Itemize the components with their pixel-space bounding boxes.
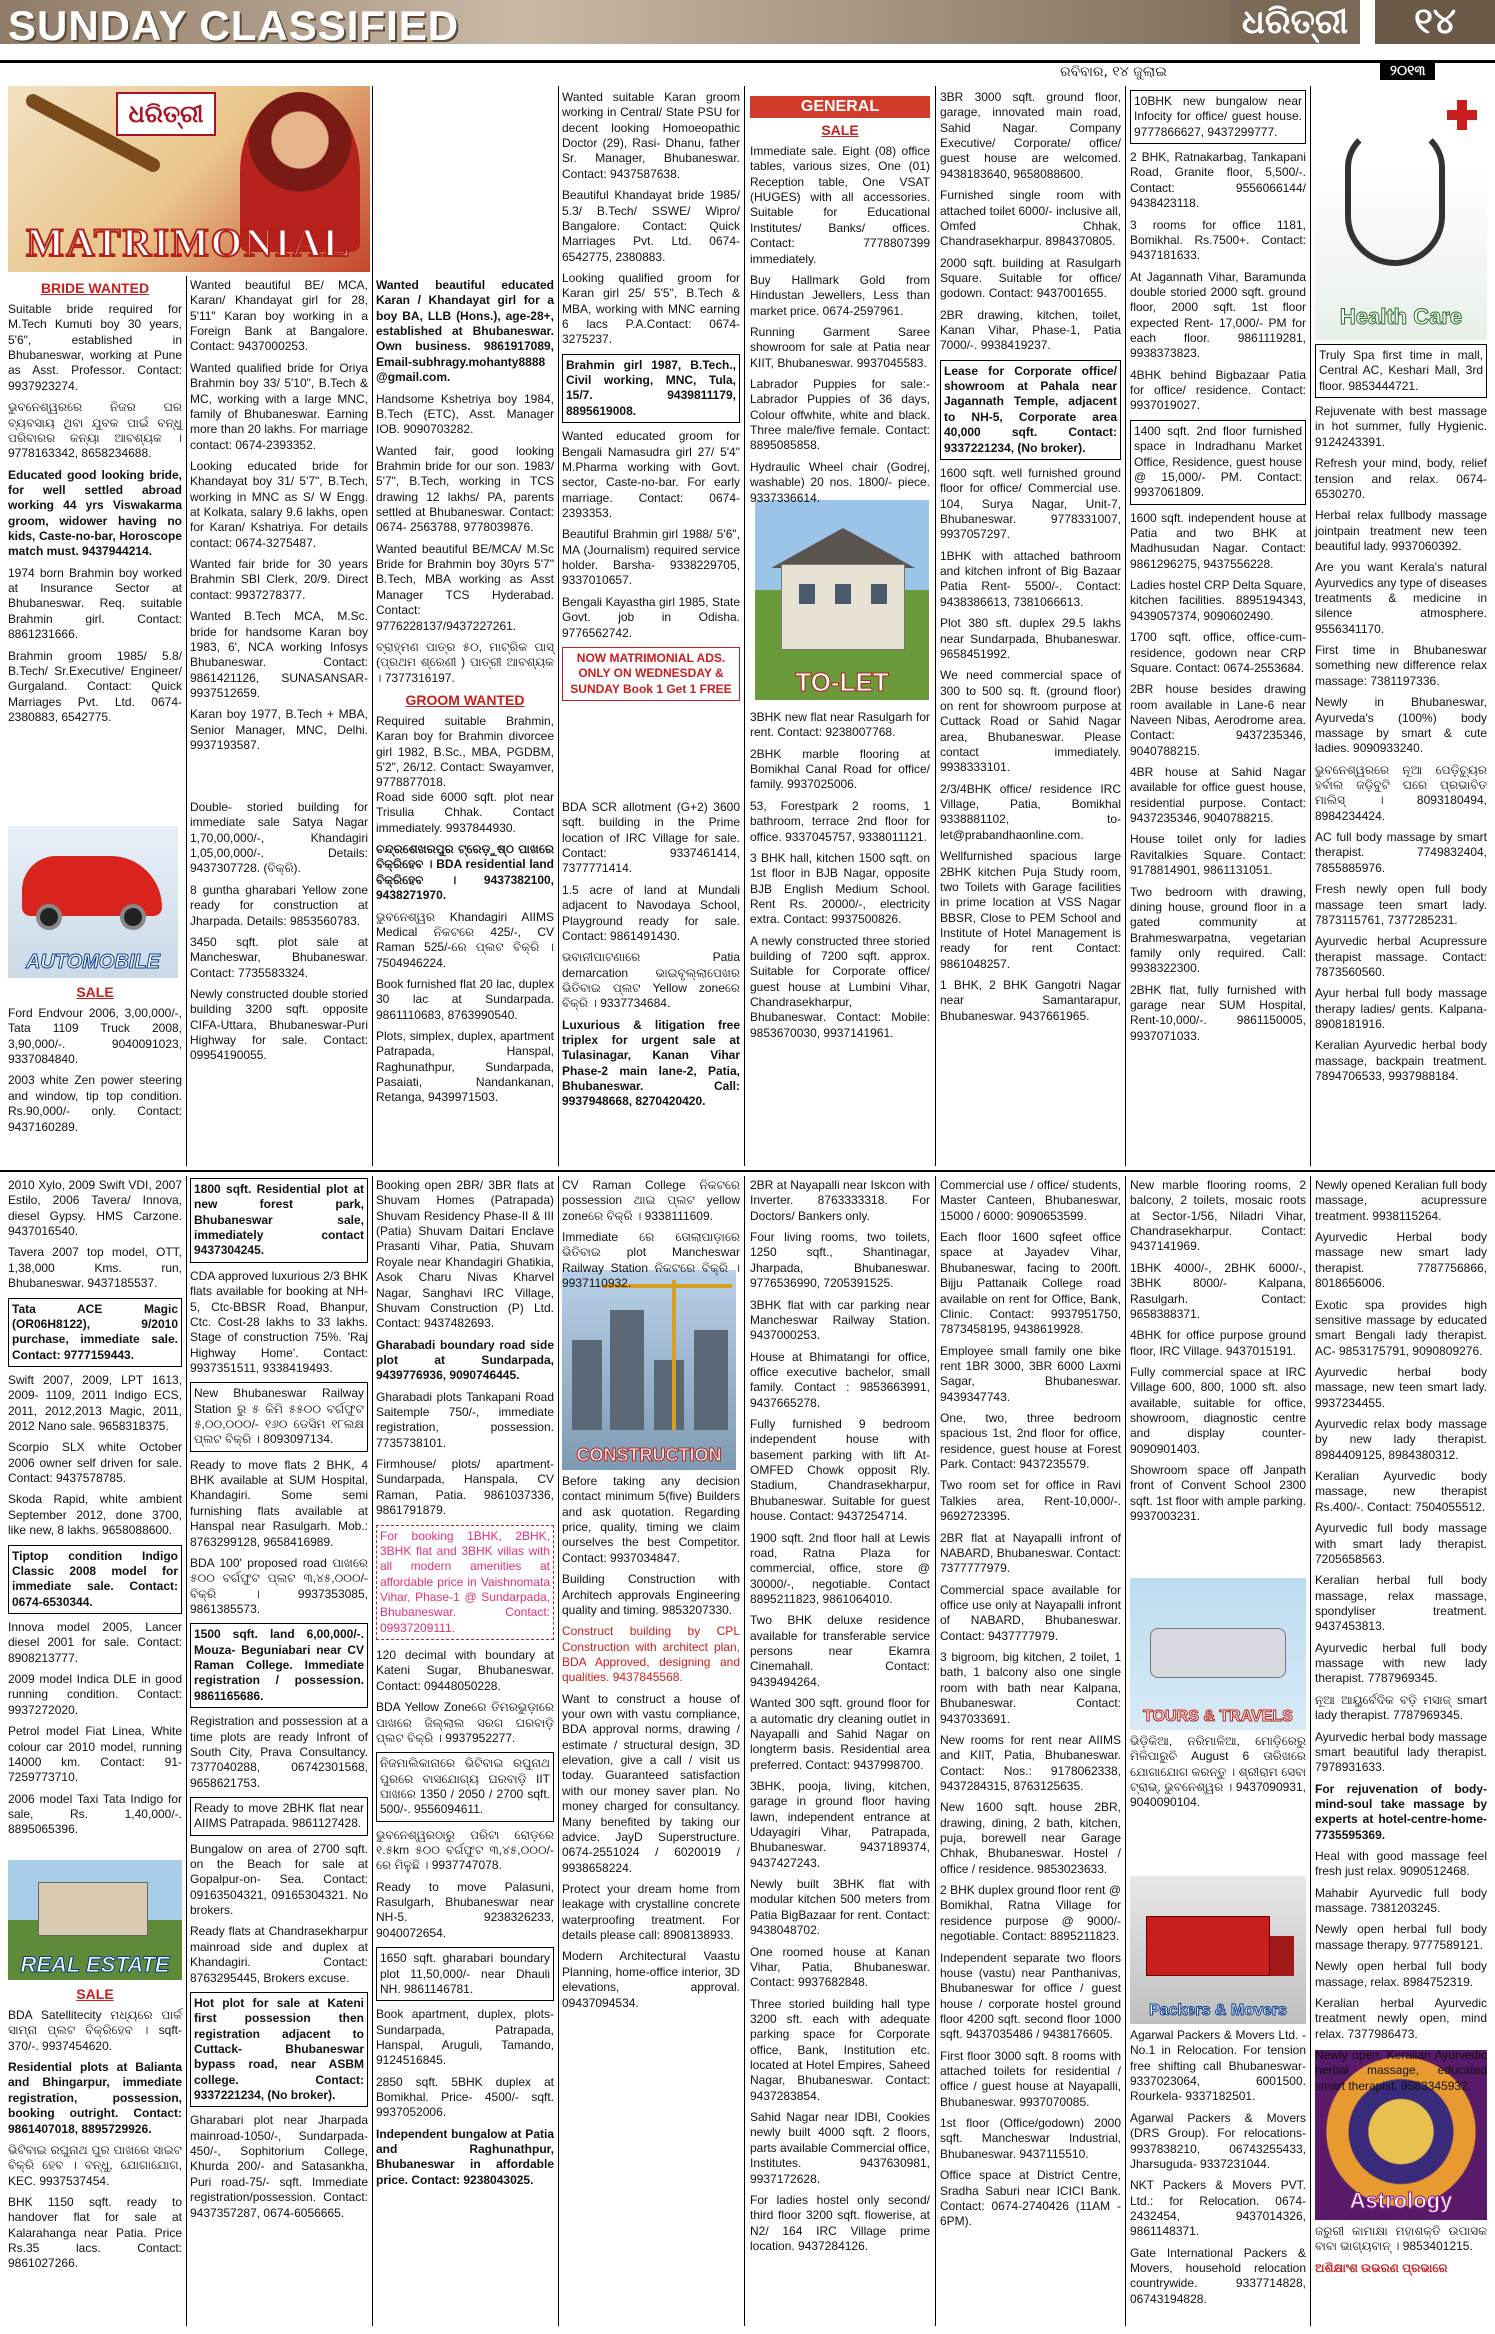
ad-text: 1900 sqft. 2nd floor hall at Lewis road, Ratna Plaza for commercial, office, store @ 30000/-, negotiable. Contact 8895211823, 9861064010. bbox=[750, 1530, 930, 1606]
ad-text: Rejuvenate with best massage in hot summer, fully Hygienic. 9124243391. bbox=[1315, 404, 1487, 449]
ad-text: ଭୁବନେଶ୍ୱରରେ ନିଜର ଘର ବ୍ୟବସାୟ ଥିବା ଯୁବକ ପାଇଁ ବନ୍ଧୁ ପରିବାରର କନ୍ୟା ଆବଶ୍ୟକ । 9778163342, 8658234688. bbox=[8, 400, 182, 461]
ad-text: Brahmin girl 1987, B.Tech., Civil working, MNC, Tula, 15/7. 9439811179, 8895619008. bbox=[562, 354, 740, 423]
ad-text: 8 guntha gharabari Yellow zone ready for construction at Jharpada. Details: 9853560783. bbox=[190, 882, 368, 928]
ad-text: ଜରୁରୀ କାମାକ୍ଷା ମହାଶକ୍ତି ଉପାସକ ବାବା ଭାଗ୍ୟବାନ୍ । 9853401215. bbox=[1315, 2224, 1487, 2254]
column-construction bbox=[562, 1474, 740, 2326]
ad-text: Brahmin groom 1985/ 5.8/ B.Tech/ Sr.Executive/ Engineer/ Gurgaland. Contact: Quick Marriages Pvt. Ltd. 0674-2380883, 6542775. bbox=[8, 648, 182, 724]
ad-text: Suitable bride required for M.Tech Kumuti boy 30 years, 5'6", established in Bhubaneswar, working at Pune as Asst. Professor. Contact: 9937923274. bbox=[8, 302, 182, 393]
ad-text: Two BHK deluxe residence available for transferable service persons near Ekamra Cinemahall. Contact: 9439494264. bbox=[750, 1613, 930, 1689]
ad-text: 2000 sqft. building at Rasulgarh Square. Suitable for office/ godown. Contact: 9437001655. bbox=[940, 255, 1121, 301]
medical-cross-icon bbox=[1447, 100, 1477, 130]
ad-text: BDA 100' proposed road ପାଖରେ ୫୦୦ ବର୍ଗଫୁଟ ପ୍ଲଟ ୩,୪୫,୦୦୦/- ବିକ୍ରି । 9937353085, 9861385573. bbox=[190, 1555, 368, 1616]
ad-text: One, two, three bedroom spacious 1st, 2nd floor for office, residence, guest house at Forest Park. Contact: 9437235579. bbox=[940, 1411, 1121, 1472]
column-real-estate-3 bbox=[376, 790, 554, 1166]
ad-text: Gharabari plot near Jharpada mainroad-1050/-, Sundarpada-450/-, Sophitorium College, Khurda 200/- and Satasankha, Puri road-75/- sqft. Immediate registration/possession. Contact: 9437357287, 0674-6056665. bbox=[190, 2113, 368, 2220]
ad-text: Book furnished flat 20 lac, duplex 30 lac at Sundarpada. 9861110683, 8763990540. bbox=[376, 976, 554, 1022]
ad-text: 2 BHK, Ratnakarbag, Tankapani Road, Granite floor, 5,500/-. Contact: 9556066144/ 9438423118. bbox=[1130, 150, 1306, 211]
ad-text: Tavera 2007 top model, OTT, 1,38,000 Kms. run, Bhubaneswar. 9437185537. bbox=[8, 1245, 182, 1291]
footer-note: ଅଶିକ୍ଷାଂଶ ଉଭରଣ ପ୍ରଭାରେ bbox=[1315, 2260, 1448, 2275]
ad-text: Office space at District Centre, Sradha Saburi near ICICI Bank. Contact: 0674-2740426 (11AM - 6PM). bbox=[940, 2168, 1121, 2229]
health-care-title: Health Care bbox=[1339, 304, 1463, 329]
ad-text: BDA Yellow Zoneରେ ତିମରଭୁଡ଼ାରେ ପାଖରେ ଜିଲ୍ଲାଲ ସରଗ ଘରବାଡ଼ି ପ୍ଲଟ ବିକ୍ରି । 9937952277. bbox=[376, 1700, 554, 1745]
column-automobile-sale-2 bbox=[8, 1178, 182, 1858]
ad-text: 1500 sqft. land 6,00,000/-. Mouza- Beguniabari near CV Raman College. Immediate registration / possession. 9861165686. bbox=[190, 1623, 368, 1708]
column-to-let-b5 bbox=[750, 1178, 930, 2326]
ad-text: 3 bigroom, big kitchen, 2 toilet, 1 bath, 1 balcony also one single room with bath near Kalpana, Bhubaneswar. Contact: 9437033691. bbox=[940, 1650, 1121, 1726]
ad-text: ନିଜମାଲିକାନାରେ ଭିଟିବାଇ ରଘୁନାଥ ପୁରରେ ବାସଯୋଗ୍ୟ ଘରବାଡ଼ି IIT ପାଖରେ 1350 / 2050 / 2700 sqft. 500/-. 9556094611. bbox=[376, 1752, 554, 1821]
ad-text: 120 decimal with boundary at Kateni Sugar, Bhubaneswar. Contact: 09448050228. bbox=[376, 1648, 554, 1693]
matrimonial-logo: ଧରିତ୍ରୀ bbox=[116, 92, 216, 136]
stethoscope-icon bbox=[1345, 126, 1445, 266]
ad-text: 1400 sqft. 2nd floor furnished space in Indradhanu Market Office, Residence, guest house @ 15,000/- PM. Contact: 9937061809. bbox=[1130, 420, 1306, 505]
ad-text: Construct building by CPL Construction with architect plan, BDA Approved, designing and qualities. 9437845568. bbox=[562, 1624, 740, 1685]
ad-text: BDA Satellitecity ମଧ୍ୟରେ ପାର୍କ ସାମ୍ନା ପ୍ଲଟ ବିକ୍ରିହେବ । sqft-370/-. 9937454620. bbox=[8, 2008, 182, 2053]
real-estate-banner bbox=[8, 1860, 182, 1980]
column-packers bbox=[1130, 2028, 1306, 2326]
column-rule bbox=[1310, 86, 1311, 1166]
column-health-care-b bbox=[1315, 1178, 1487, 2093]
ad-text: Commercial space available for office use only at Nayapalli infront of NABARD, Bhubaneswar. Contact: 9437777979. bbox=[940, 1582, 1121, 1643]
ad-text: Innova model 2005, Lancer diesel 2001 for sale. Contact: 8908213777. bbox=[8, 1619, 182, 1665]
column-to-let-6 bbox=[940, 90, 1121, 1166]
ad-text: ଭବାନୀପାଟଣାରେ Patia demarcation ଭାଇବୃଲ୍ଲାପେଖର ଭିତିବାଇ ପ୍ଲଟ Yellow zoneରେ ବିକ୍ରି । 9337734684. bbox=[562, 950, 740, 1011]
column-rule bbox=[1310, 1176, 1311, 2326]
ad-text: 2010 Xylo, 2009 Swift VDI, 2007 Estilo, 2006 Tavera/ Innova, diesel Gypsy. HMS Carzone. 9437016540. bbox=[8, 1178, 182, 1239]
column-real-estate-sale bbox=[8, 1984, 182, 2326]
ad-text: Running Garment Saree showroom for sale at Patia near KIIT, Bhubaneswar. 9937045583. bbox=[750, 324, 930, 370]
ad-text: Residential plots at Balianta and Bhingarpur, immediate registration, possession, booking outright. Contact: 9861407018, 8895729926. bbox=[8, 2060, 182, 2136]
ad-text: Furnished single room with attached toilet 6000/- inclusive all, Omfed Chhak, Chandrasekharpur. 8984370805. bbox=[940, 188, 1121, 249]
ad-text: Heal with good massage feel fresh just relax. 9090512468. bbox=[1315, 1849, 1487, 1879]
car-wheel-icon bbox=[36, 904, 62, 930]
ad-text: Fully commercial space at IRC Village 600, 800, 1000 sft. also available, suitable for office, showroom, diagnostic centre and display counter-9090901403. bbox=[1130, 1364, 1306, 1456]
building-image bbox=[572, 1340, 602, 1430]
ad-text: Plot 380 sft. duplex 29.5 lakhs near Sundarpada, Bhubaneswar. 9658451992. bbox=[940, 616, 1121, 661]
ad-text: Buy Hallmark Gold from Hindustan Jewellers, Less than market price. 0674-2597961. bbox=[750, 272, 930, 318]
health-care-banner bbox=[1315, 86, 1487, 340]
ad-text: Petrol model Fiat Linea, White colour car 2010 model, running 14000 km. Contact: 91-7259773710. bbox=[8, 1724, 182, 1785]
ad-text: 2BR at Nayapalli near Iskcon with Inverter. 8763333318. For Doctors/ Bankers only. bbox=[750, 1178, 930, 1223]
column-rule bbox=[186, 1176, 187, 2326]
column-to-let-b7 bbox=[1130, 1178, 1306, 1574]
column-to-let-7 bbox=[1130, 90, 1306, 1166]
ad-text: Want to construct a house of your own with vastu compliance, BDA approval norms, drawing / estimate / structural design, 3D elevation, give a call / visit us today. Guaranteed satisfaction with our money saver plan. No money charged for consultancy. Many benefited by taking our advice. JayD Superstructure. 0674-2551024 / 6020019 / 9938658224. bbox=[562, 1691, 740, 1875]
column-rule bbox=[558, 86, 559, 1166]
ad-text: Before taking any decision contact minimum 5(five) Builders and ask quotation. Regarding price, quality, timing we claim ourselves the best Competitor. Contact: 9937034847. bbox=[562, 1474, 740, 1565]
ad-text: Refresh your mind, body, relief tension and relax. 0674-6530270. bbox=[1315, 456, 1487, 501]
ad-text: New Bhubaneswar Railway Station ରୁ ୫ କିମି ୫୫୦୦ ବର୍ଗଫୁଟ ୫,୦୦,୦୦୦/- ୧୬୦ ଡେସିମ ୧୮ଲକ୍ଷ ପ୍ଲଟ ବିକ୍ରି । 8093097134. bbox=[190, 1382, 368, 1451]
house-window bbox=[799, 584, 815, 604]
packers-title: Packers & Movers bbox=[1149, 2002, 1287, 2019]
ad-text: Ready to move 2BHK flat near AIIMS Patrapada. 9861127428. bbox=[190, 1797, 368, 1836]
ad-text: House at Bhimatangi for office, office executive bachelor, small family. Contact : 9853663991, 9437665278. bbox=[750, 1349, 930, 1410]
ad-text: Registration and possession at a time plots are ready Infront of South City, Prava Consultancy. 7377040288, 06742301568, 9658621753. bbox=[190, 1714, 368, 1790]
ad-text: 1600 sqft. well furnished ground floor for office/ Commercial use. 104, Surya Nagar, Unit-7, Bhubaneswar. 9778331007, 9937057297. bbox=[940, 465, 1121, 542]
construction-banner bbox=[562, 1270, 736, 1470]
section-heading: GROOM WANTED bbox=[405, 691, 525, 708]
ad-text: Wanted educated groom for Bengali Namasudra girl 27/ 5'4" M.Pharma working with Govt. sector, Caste-no-bar. For early marriage. Contact: 0674- 2393353. bbox=[562, 429, 740, 520]
section-subheading: SALE bbox=[821, 122, 859, 138]
ad-text: 2/3/4BHK office/ residence IRC Village, Patia, Bomikhal 9338881102, to-let@prabandhaonline.com. bbox=[940, 781, 1121, 842]
ad-text: Truly Spa first time in mall, Central AC, Keshari Mall, 3rd floor. 9853444721. bbox=[1315, 344, 1487, 398]
ad-text: ଭିଡ଼ିକିଆ, ନରିମାଳିଆ, ମୋଡ଼ିରେରୁ ମିଳିପାରୁଚି August 6 ତାରିଖରେ ଯୋଗାଯୋଗ କରନ୍ତୁ । ଶ୍ରୀରାମ ସେବା ଟ୍ରାଭ୍, ଭୁବନେଶ୍ୱର । 9437090931, 9040090104. bbox=[1130, 1734, 1306, 1810]
ad-text: Lease for Corporate office/ showroom at Pahala near Jagannath Temple, adjacent to NH-5, Corporate area 40,000 sqft. Contact: 9337221234, (No broker). bbox=[940, 360, 1121, 460]
issue-date: ରବିବାର, ୧୪ ଜୁଲାଇ bbox=[1060, 64, 1167, 80]
to-let-title: TO-LET bbox=[795, 667, 889, 697]
ad-text: Keralian Ayurvedic body massage, new therapist Rs.400/-. Contact: 7504055512. bbox=[1315, 1469, 1487, 1514]
building-image bbox=[610, 1310, 644, 1430]
ad-text: Herbal relax fullbody massage jointpain treatment new teen beautiful lady. 9937060392. bbox=[1315, 508, 1487, 553]
section-heading: SALE bbox=[76, 984, 114, 1000]
column-bride-wanted bbox=[8, 278, 182, 828]
ad-text: Newly opened Keralian full body massage, acupressure treatment. 9938115264. bbox=[1315, 1178, 1487, 1223]
ad-text: Keralian herbal full body massage, relax massage, spondyliser treatment. 9437453813. bbox=[1315, 1573, 1487, 1634]
ad-text: Newly open herbal full body massage, relax. 8984752319. bbox=[1315, 1959, 1487, 1989]
section-title: SUNDAY CLASSIFIED bbox=[8, 2, 460, 49]
ad-text: Sahid Nagar near IDBI, Cookies newly built 4000 sqft. 2 floors, parts available Commercial office, Institutes. 9437630981, 9937172628. bbox=[750, 2110, 930, 2186]
ad-text: Newly open, Keralian Ayurvedic herbal massage, educated smart therapist. 9583345932. bbox=[1315, 2047, 1487, 2093]
ad-text: New 1600 sqft. house 2BR, drawing, dining, 2 bath, kitchen, puja, borewell near Garage Chhak, Bhubaneswar. Hostel / office / residence. 9853023633. bbox=[940, 1800, 1121, 1876]
crane-image bbox=[672, 1280, 676, 1430]
column-rule bbox=[744, 1176, 745, 2326]
ad-text: 3 BHK hall, kitchen 1500 sqft. on 1st floor in BJB Nagar, opposite BJB English Medium School. Rent Rs. 20000/-, electricity extra. Contact: 9937500826. bbox=[750, 850, 930, 927]
ad-text: Gate International Packers & Movers, household relocation countrywide. 9337714828, 06743194828. bbox=[1130, 2245, 1306, 2306]
building-image bbox=[654, 1360, 684, 1430]
ad-text: AC full body massage by smart therapist. 7749832404, 7855885976. bbox=[1315, 830, 1487, 875]
ad-text: Fresh newly open full body massage teen smart lady. 7873115761, 7377285231. bbox=[1315, 882, 1487, 927]
ad-text: Ladies hostel CRP Delta Square, kitchen facilities. 8895194343, 9439057374, 9090602490. bbox=[1130, 578, 1306, 623]
ad-text: 1st floor (Office/godown) 2000 sqft. Mancheswar Industrial, Bhubaneswar. 9437115510. bbox=[940, 2116, 1121, 2161]
ad-text: BHK 1150 sqft. ready to handover flat for sale at Kalarahanga near Patia. Price Rs.35 lacs. Contact: 9861027266. bbox=[8, 2194, 182, 2271]
ad-text: Wanted fair, good looking Brahmin bride for our son. 1983/ 5'7", B.Tech, working in TCS drawing 12 lakhs/ PA, parents settled at Bhubaneswar. Contact: 0674- 2563788, 9778039876. bbox=[376, 443, 554, 535]
ad-text: Ready to move flats 2 BHK, 4 BHK available at SUM Hospital, Khandagiri. Some semi furnishing flats available at Hanspal near Rasulgarh. Mob.: 8763299128, 9658416989. bbox=[190, 1457, 368, 1549]
ad-text: Double- storied building for immediate sale Satya Nagar 1,70,00,000/-, Khandagiri 1,05,00,000/-. Details: 9437307728. (ବିକ୍ରି). bbox=[190, 800, 368, 876]
ad-text: Handsome Kshetriya boy 1984, B.Tech (ETC), Asst. Manager IOB. 9090703282. bbox=[376, 391, 554, 437]
ad-text: ଭୁବନେଶ୍ୱର Khandagiri AIIMS Medical ନିକଟରେ 425/-, CV Raman 525/-ରେ ପ୍ଲଟ ବିକ୍ରି । 7504946224. bbox=[376, 909, 554, 970]
ad-text: Beautiful Brahmin girl 1988/ 5'6", MA (Journalism) required service holder. Barsha- 9338229705, 9337010657. bbox=[562, 527, 740, 588]
tours-travels-banner bbox=[1130, 1578, 1306, 1730]
ad-text: Independent separate two floors house (vastu) near Panthanivas, Bhubaneswar for office / guest house / corporate hostel ground floor 4200 sqft. second floor 1000 sqft. 9437035486 / 9438176605. bbox=[940, 1950, 1121, 2042]
ad-text: ନୂଆ ଆୟୁର୍ବେଦିକ ବଡ଼ି ମସାଜ୍ smart lady therapist. 7787969345. bbox=[1315, 1692, 1487, 1723]
ad-text: One roomed house at Kanan Vihar, Patia, Bhubaneswar. Contact: 9937682848. bbox=[750, 1944, 930, 1990]
ad-text: Labrador Puppies for sale:- Labrador Puppies of 36 days, Colour offwhite, white and black. Three male/five female. Contact: 8895085858. bbox=[750, 377, 930, 453]
ad-text: Three storied building hall type 3200 sft. each with adequate parking space for Corporate office, Bank, Institution etc. located at Hotel Empires, Saheed Nagar, Bhubaneswar. Contact: 9437283854. bbox=[750, 1996, 930, 2103]
ad-text: 2BHK marble flooring at Bomikhal Canal Road for office/ family. 9937025006. bbox=[750, 746, 930, 792]
ad-text: Hydraulic Wheel chair (Godrej, washable) 20 nos. 1800/- piece. 9337336614. bbox=[750, 459, 930, 505]
ad-text: Employee small family one bike rent 1BR 3000, 3BR 6000 Laxmi Sagar, Bhubaneswar. 9439347743. bbox=[940, 1343, 1121, 1404]
ad-text: 1974 born Brahmin boy worked at Insurance Sector at Bhubaneswar. Req. suitable Brahmin girl. Contact: 8861231666. bbox=[8, 565, 182, 642]
ad-text: Building Construction with Architech approvals Engineering quality and timing. 9853207330. bbox=[562, 1572, 740, 1617]
construction-title: CONSTRUCTION bbox=[576, 1445, 722, 1465]
ad-text: Independent bungalow at Patia and Raghunathpur, Bhubaneswar in affordable price. Contact: 9238043025. bbox=[376, 2126, 554, 2187]
ad-text: Wellfurnished spacious large 2BHK kitchen Puja Study room, two Toilets with Garage facilities in prime location at VSS Nagar BBSR, Close to PEM School and Institute of Hotel Management is ready for rent Contact: 9861048257. bbox=[940, 849, 1121, 971]
column-rule bbox=[935, 1176, 936, 2326]
column-automobile-sale bbox=[8, 982, 182, 1167]
ad-text: Bungalow on area of 2700 sqft. on the Beach for sale at Gopalpur-on- Sea. Contact: 09163504321, 09165304321. No brokers. bbox=[190, 1841, 368, 1918]
ad-text: ଭୁବନେଶ୍ୱରରେ ନୂଆ ପେଡ଼ିଚ୍ୟୁର ହର୍ବାଲ ଜଡ଼ିବୁଟି ଘରେ ପ୍ରଭାବିତ ମାଲିସ୍ । 8093180494, 8984234424. bbox=[1315, 762, 1487, 823]
ad-text: Book apartment, duplex, plots-Sundarpada, Patrapada, Hanspal, Aruguli, Tamando, 9124516845. bbox=[376, 2007, 554, 2068]
column-to-let-b6 bbox=[940, 1178, 1121, 2326]
ad-text: Road side 6000 sqft. plot near Trisulia Chhak. Contact immediately. 9937844930. bbox=[376, 790, 554, 835]
ad-text: Keralian herbal Ayurvedic treatment newly open, mind relax. 7377986473. bbox=[1315, 1995, 1487, 2041]
ad-text: 1BHK 4000/-, 2BHK 6000/-, 3BHK 8000/- Kalpana, Rasulgarh. Contact: 9658388371. bbox=[1130, 1260, 1306, 1321]
newspaper-logo: ଧରିତ୍ରୀ bbox=[1230, 0, 1360, 44]
column-real-estate-b2 bbox=[190, 1178, 368, 2326]
column-astrology bbox=[1315, 2224, 1487, 2326]
packers-movers-banner bbox=[1130, 1876, 1306, 2024]
section-heading: BRIDE WANTED bbox=[40, 280, 150, 296]
column-to-let-5 bbox=[750, 710, 930, 1166]
ad-text: 2BR flat at Nayapalli infront of NABARD, Bhubaneswar. Contact: 7377777979. bbox=[940, 1530, 1121, 1576]
ad-text: Protect your dream home from leakage with crystalline concrete waterproofing treatment. For details please call: 8908138933. bbox=[562, 1881, 740, 1943]
ad-text: 3BR 3000 sqft. ground floor, garage, innovated main road, Sahid Nagar. Company Executive/ Corporate/ office/ guest house are welcomed. 9438183640, 9658088600. bbox=[940, 90, 1121, 181]
ad-text: Wanted suitable Karan groom working in Central/ State PSU for decent looking Homoeopathic Doctor (29), Rasi- Dhanu, father Sr. Manager, Bhubaneswar. Contact: 9437587638. bbox=[562, 90, 740, 181]
ad-text: BDA SCR allotment (G+2) 3600 sqft. building in the Prime location of IRC Village for sale. Contact: 9337461414, 7377771414. bbox=[562, 800, 740, 876]
ad-text: Swift 2007, 2009, LPT 1613, 2009- 1109, 2011 Indigo ECS, 2011, 2012,2013 Magic, 2011, 2012 Nano sale. 9658318375. bbox=[8, 1372, 182, 1434]
masthead-band bbox=[520, 0, 1290, 44]
ad-text: Gharabadi boundary road side plot at Sundarpada, 9439776936, 9090746445. bbox=[376, 1337, 554, 1383]
ad-text: Bengali Kayastha girl 1985, State Govt. job in Odisha. 9776562742. bbox=[562, 594, 740, 640]
ad-text: Newly open herbal full body massage therapy. 9777589121. bbox=[1315, 1922, 1487, 1952]
column-rule bbox=[558, 1176, 559, 2326]
ad-text: Newly built 3BHK flat with modular kitchen 500 meters from Patia BigBazaar for rent. Contact: 9438048702. bbox=[750, 1877, 930, 1938]
automobile-banner bbox=[8, 826, 178, 978]
truck-image bbox=[1146, 1916, 1270, 1976]
ad-text: Educated good looking bride, for well settled abroad working 44 yrs Viswakarma groom, widower having no kids, Caste-no-bar, Horoscope match must. 9437944214. bbox=[8, 467, 182, 559]
building-image bbox=[694, 1330, 728, 1430]
ad-text: A newly constructed three storied building of 7200 sqft. approx. Suitable for Corporate office/ guest house at Lumbini Vihar, Chandrasekharpur, Bhubaneswar. Contact: Mobile: 9853670030, 9937141961. bbox=[750, 933, 930, 1040]
ad-text: Newly constructed double storied building 3200 sqft. opposite CIFA-Uttara, Bhubaneswar-Puri Highway for sale. Contact: 09954190055. bbox=[190, 986, 368, 1063]
column-real-estate-b4 bbox=[562, 1178, 740, 1291]
ad-text: Firmhouse/ plots/ apartment- Sundarpada, Hanspala, CV Raman, Patia. 9861037336, 9861791879. bbox=[376, 1457, 554, 1518]
ad-text: 3BHK, pooja, living, kitchen, garage in ground floor having lawn, independent entrance at Udayagiri Vihar, Patrapada, Bhubaneswar. 9437189374, 9437427243. bbox=[750, 1778, 930, 1870]
ad-text: At Jagannath Vihar, Baramunda double storied 2000 sqft. ground floor, 2000 sqft. 1st floor expected Rent- 17,000/- PM for each floor. 9861119281, 9938373823. bbox=[1130, 269, 1306, 361]
ad-text: Ayurvedic herbal body massage, new teen smart lady. 9937234455. bbox=[1315, 1364, 1487, 1410]
ad-text: CDA approved luxurious 2/3 BHK flats available for booking at NH-5, Ctc-BBSR Road, Bhanpur, Ctc. Cost-28 lakhs to 33 lakhs. Stage of construction 75%. 'Raj Highway Home'. Contact: 9937351511, 9338419493. bbox=[190, 1268, 368, 1375]
ad-text: Commercial use / office/ students, Master Canteen, Bhubaneswar, 15000 / 6000: 9090653599. bbox=[940, 1178, 1121, 1223]
ad-text: Wanted fair bride for 30 years Brahmin SBI Clerk, 20/9. Direct contact: 9937278377. bbox=[190, 557, 368, 602]
ad-text: First floor 3000 sqft. 8 rooms with attached toilets for residential / office / guest house at Nayapalli, Bhubaneswar. 9937070085. bbox=[940, 2048, 1121, 2109]
ad-text: Ayurvedic herbal Acupressure therapist massage. Contact: 7873560560. bbox=[1315, 934, 1487, 979]
ad-text: 3BHK new flat near Rasulgarh for rent. Contact: 9238007768. bbox=[750, 710, 930, 740]
house-window bbox=[871, 584, 887, 604]
ad-text: For ladies hostel only second/ third floor 3200 sqft. flowerise, at N2/ 164 IRC Village prime location. 9437284126. bbox=[750, 2192, 930, 2253]
house-image bbox=[38, 1882, 148, 1936]
real-estate-title: REAL ESTATE bbox=[20, 1952, 170, 1977]
column-matrimonial-4 bbox=[562, 90, 740, 770]
ad-text: ଭିଟିବାଇ ରଘୁନାଥ ପୁର ପାଖରେ ସାଇଟ ବିକ୍ରି ହେବ । ବନ୍ଧୁ, ଯୋଗାଯୋଗ, KEC. 9937537454. bbox=[8, 2142, 182, 2188]
column-tours bbox=[1130, 1734, 1306, 1872]
ad-text: 1 BHK, 2 BHK Gangotri Nagar near Samantarapur, Bhubaneswar. 9437661965. bbox=[940, 978, 1121, 1023]
ad-text: 2BHK flat, fully furnished with garage near SUM Hospital, Rent-10,000/-. 9861150005, 9937071033. bbox=[1130, 982, 1306, 1043]
ad-text: Newly in Bhubaneswar, Ayurveda's (100%) body massage by smart & cute ladies. 9090933240. bbox=[1315, 695, 1487, 756]
masthead-rule bbox=[0, 60, 1495, 82]
ad-text: Wanted beautiful educated Karan / Khandayat girl for a boy BA, LLB (Hons.), age-28+, established at Bhubaneswar. Own business. 9861917089, Email-subhragy.mohanty8888 @gmail.com. bbox=[376, 278, 554, 385]
ad-text: ବ୍ରାହ୍ମଣ ପାତ୍ର ୫୦, ମାଟ୍ରିକ ପାସ୍ (ପ୍ରଥମ ଶ୍ରେଣୀ ) ପାତ୍ରୀ ଆବଶ୍ୟକ । 7377316197. bbox=[376, 639, 554, 685]
ad-text: Wanted B.Tech MCA, M.Sc. bride for handsome Karan boy 1983, 6', NCA working Infosys Bhubaneswar. Contact: 9861421126, SUNASANSAR-9937512659. bbox=[190, 609, 368, 700]
ad-text: Ayurvedic Herbal body massage new smart lady therapist. 7787756866, 8018656006. bbox=[1315, 1230, 1487, 1291]
column-real-estate-2 bbox=[190, 800, 368, 1166]
section-divider bbox=[0, 1170, 1495, 1172]
column-rule bbox=[744, 86, 745, 1166]
ad-text: Ready to move Palasuni, Rasulgarh, Bhubaneswar near NH-5. 9238326233, 9040072654. bbox=[376, 1879, 554, 1940]
ad-text: ଚନ୍ଦ୍ରଶେଖରପୁର ଟ୍ରେଡ଼ୁଷ୍ଠ ପାଖରେ ବିକ୍ରିହେବ । BDA residential land ବିକ୍ରିହେବ । 9437382100, 9438271970. bbox=[376, 842, 554, 903]
matrimonial-title: MATRIMONIAL bbox=[26, 220, 352, 265]
masthead bbox=[0, 0, 1495, 60]
ad-text: 2850 sqft. 5BHK duplex at Bomikhal. Price- 4500/- sqft. 9937052006. bbox=[376, 2074, 554, 2120]
ad-text: 1800 sqft. Residential plot at new forest park, Bhubaneswar sale, immediately contact 9437304245. bbox=[190, 1178, 368, 1263]
astrology-title: Astrology bbox=[1349, 2188, 1453, 2213]
ad-text: We need commercial space of 300 to 500 sq. ft. (ground floor) on rent for showroom purpose at Cuttack Road or Sahid Nagar area, Bhubaneswar. Please contact immediately. 9938333101. bbox=[940, 668, 1121, 775]
column-real-estate-4 bbox=[562, 800, 740, 1166]
ad-text: 4BHK behind Bigbazaar Patia for office/ residence. Contact: 9937019027. bbox=[1130, 367, 1306, 413]
column-health-care bbox=[1315, 344, 1487, 1166]
ad-text: Beautiful Khandayat bride 1985/ 5.3/ B.Tech/ SSWE/ Wipro/ Bangalore. Contact: Quick Marriages Pvt. Ltd. 0674- 6542775, 2380883. bbox=[562, 188, 740, 264]
ad-text: Ayurvedic full body massage with smart lady therapist. 7205658563. bbox=[1315, 1521, 1487, 1566]
section-heading: GENERAL bbox=[750, 96, 930, 118]
automobile-title: AUTOMOBILE bbox=[25, 951, 161, 973]
ad-text: Tiptop condition Indigo Classic 2008 model for immediate sale. Contact: 0674-6530344. bbox=[8, 1545, 182, 1614]
ad-text: Gharabadi plots Tankapani Road Saitemple 750/-, immediate registration, possession. 7735738101. bbox=[376, 1389, 554, 1450]
ad-text: 3BHK flat with car parking near Mancheswar Railway Station. 9437000253. bbox=[750, 1297, 930, 1343]
column-matrimonial-3 bbox=[376, 278, 554, 790]
column-rule bbox=[372, 86, 373, 1166]
ad-text: Looking qualified groom for Karan girl 25/ 5'5", B.Tech & MBA, working with MNC earning 6 lacs P.A.Contact: 0674- 3275237. bbox=[562, 270, 740, 347]
column-general-sale bbox=[750, 96, 930, 505]
column-rule bbox=[1125, 86, 1126, 1166]
ad-text: 53, Forestpark 2 rooms, 1 bathroom, terrace 2nd floor for office. 9337045757, 9338011121. bbox=[750, 798, 930, 844]
ad-text: Exotic spa provides high sensitive massage by educated smart Bengali lady therapist. AC- 9853175791, 9090809276. bbox=[1315, 1297, 1487, 1358]
ad-text: Ayurvedic relax body massage by new lady therapist. 8984409125, 8984380312. bbox=[1315, 1417, 1487, 1462]
column-real-estate-b3 bbox=[376, 1178, 554, 2326]
ad-text: 3450 sqft. plot sale at Mancheswar, Bhubaneswar. Contact: 7735583324. bbox=[190, 934, 368, 980]
ad-text: Ayurvedic herbal body massage smart beautiful lady therapist. 7978931633. bbox=[1315, 1729, 1487, 1775]
ad-text: Two bedroom with drawing, dining house, ground floor in a gated community at Brahmeswarpatna, vegetarian family only required. Call: 9938322300. bbox=[1130, 884, 1306, 976]
ad-text: Required suitable Brahmin, Karan boy for Brahmin divorcee girl 1982, B.Sc., MBA, PGDBM, 5'2", 26/12. Contact: Swayamver, 9778877018. bbox=[376, 713, 554, 790]
house-roof bbox=[771, 528, 915, 568]
ad-text: 2006 model Taxi Tata Indigo for sale, Rs. 1,40,000/-. 8895065396. bbox=[8, 1791, 182, 1837]
column-rule bbox=[935, 86, 936, 1166]
promo-box: For booking 1BHK, 2BHK, 3BHK flat and 3BHK villas with all modern amenities at affordable price in Vaishnomata Vihar, Phase-1 @ Sundarpada, Bhubaneswar. Contact: 09937209111. bbox=[376, 1525, 554, 1641]
ad-text: 2BR drawing, kitchen, toilet, Kanan Vihar, Phase-1, Patia 7000/-. 9938419237. bbox=[940, 307, 1121, 353]
issue-year: ୨୦୧୩ bbox=[1380, 62, 1435, 80]
ad-text: 2003 white Zen power steering and window, tip top condition. Rs.90,000/- only. Contact: 9437160289. bbox=[8, 1073, 182, 1134]
ad-text: 1650 sqft. gharabari boundary plot 11,50,000/- near Dhauli NH. 9861146781. bbox=[376, 1947, 554, 2001]
ad-text: Mahabir Ayurvedic full body massage. 7381203245. bbox=[1315, 1885, 1487, 1916]
ad-text: NKT Packers & Movers PVT. Ltd.: for Relocation. 0674-2432454, 9437014326, 9861148371. bbox=[1130, 2178, 1306, 2239]
ad-text: 2BR house besides drawing room available in Lane-6 near Naveen Nibas, Aerodrome area. Contact: 9437235346, 9040788215. bbox=[1130, 682, 1306, 758]
ad-text: Modern Architectural Vaastu Planning, home-office interior, 3D elevations, approval. 09437094534. bbox=[562, 1949, 740, 2010]
section-heading: SALE bbox=[76, 1986, 114, 2002]
to-let-banner bbox=[755, 500, 929, 700]
ad-text: Wanted beautiful BE/ MCA, Karan/ Khandayat girl for 28, 5'11" Karan boy working in a Foreign Bank at Bangalore. Contact: 9437000253. bbox=[190, 278, 368, 354]
ad-text: Karan boy 1977, B.Tech + MBA, Senior Manager, MNC, Delhi. 9937193587. bbox=[190, 707, 368, 753]
matrimonial-banner bbox=[8, 86, 370, 272]
ad-text: New rooms for rent near AIIMS and KIIT, Patia, Bhubaneswar. Contact: Nos.: 9178062338, 9437284315, 8763125635. bbox=[940, 1732, 1121, 1793]
ad-text: Luxurious & litigation free triplex for urgent sale at Tulasinagar, Kanan Vihar Phase-2 main lane-2, Patia, Bhubaneswar. Call: 9937948668, 8270420420. bbox=[562, 1017, 740, 1109]
house-window bbox=[835, 584, 851, 604]
ad-text: Wanted beautiful BE/MCA/ M.Sc Bride for Brahmin boy 30yrs 5'7" B.Tech, MBA working as Asst Manager TCS Hyderabad. Contact: 9776228137/9437227261. bbox=[376, 541, 554, 633]
ad-text: Scorpio SLX white October 2006 owner self driven for sale. Contact: 9437578785. bbox=[8, 1440, 182, 1486]
column-matrimonial-2 bbox=[190, 278, 368, 778]
ad-text: Are you want Kerala's natural Ayurvedics any type of diseases treatments & medicine in silence atmosphere. 9556341170. bbox=[1315, 560, 1487, 636]
ad-text: First time in Bhubaneswar something new difference relax massage: 7381197336. bbox=[1315, 643, 1487, 688]
ad-text: Keralian Ayurvedic herbal body massage, backpain treatment. 7894706533, 9937988184. bbox=[1315, 1038, 1487, 1084]
ad-text: Two room set for office in Ravi Talkies area, Rent-10,000/-. 9692723395. bbox=[940, 1478, 1121, 1524]
column-rule bbox=[186, 276, 187, 1166]
ad-text: Showroom space off Janpath front of Convent School 2300 sqft. 1st floor with ample parking. 9937003231. bbox=[1130, 1463, 1306, 1524]
ad-text: Fully furnished 9 bedroom independent house with basement parking with lift At-OMFED Chowk opposit Rly. Stadium, Chandrasekharpur, Bhubaneswar. Suitable for guest house. Contact: 9437254714. bbox=[750, 1417, 930, 1524]
promo-box: NOW MATRIMONIAL ADS. ONLY ON WEDNESDAY & SUNDAY Book 1 Get 1 FREE bbox=[562, 647, 740, 701]
ad-text: House toilet only for ladies Ravitalkies Square. Contact: 9178814901, 9861131051. bbox=[1130, 832, 1306, 878]
tours-title: TOURS & TRAVELS bbox=[1143, 1708, 1293, 1725]
ad-text: Booking open 2BR/ 3BR flats at Shuvam Homes (Patrapada) Shuvam Residency Phase-II & III (Patia) Shuvam Daitari Enclave Prasanti Vihar, Patia, Shuvam Royale near Khandagiri Ghatikia, Asok Charu Nivas Kharvel Nagar, Sanghavi IRC Village, Shuvam Construction (P) Ltd. Contact: 9437482693. bbox=[376, 1178, 554, 1331]
page-number: ୧୪ bbox=[1375, 0, 1495, 44]
ad-text: New marble flooring rooms, 2 balcony, 2 toilets, mosaic roots at Sector-1/56, Niladri Vihar, Chandrasekharpur. Contact: 9437141969. bbox=[1130, 1178, 1306, 1254]
ad-text: Ford Endvour 2006, 3,00,000/-, Tata 1109 Truck 2008, 3,90,000/-. 9040091023, 9337084840. bbox=[8, 1006, 182, 1067]
column-rule bbox=[372, 1176, 373, 2326]
ad-text: Four living rooms, two toilets, 1250 sqft., Shantinagar, Jharpada, Bhubaneswar. 9776536990, 7205391525. bbox=[750, 1230, 930, 1291]
ad-text: For rejuvenation of body-mind-soul take massage by experts at hotel-centre-home-7735595369. bbox=[1315, 1781, 1487, 1842]
ad-text: 1700 sqft. office, office-cum-residence, godown near CRP Square. Contact: 0674-2553684. bbox=[1130, 630, 1306, 675]
car-wheel-icon bbox=[120, 904, 146, 930]
ad-text: Skoda Rapid, white ambient September 2012, done 3700, like new, 8 lakhs. 9658088600. bbox=[8, 1492, 182, 1538]
ad-text: 1600 sqft. independent house at Patia and two BHK at Madhusudan Nagar. Contact: 9861296275, 9437556228. bbox=[1130, 510, 1306, 571]
ad-text: 1.5 acre of land at Mundali adjacent to Navodaya School, Playground ready for sale. Contact: 9861491430. bbox=[562, 882, 740, 943]
ad-text: Looking educated bride for Khandayat boy 31/ 5'7", B.Tech, working in MNC as S/ W Engg. at Kolkata, salary 9.6 lakhs, open for Karan/ Kshatriya. For details contact: 0674-3275487. bbox=[190, 458, 368, 550]
ad-text: CV Raman College ନିକଟରେ possession ଥାଇ ପ୍ଲଟ yellow zoneରେ ବିକ୍ରି । 9338111609. bbox=[562, 1178, 740, 1223]
bus-image bbox=[1150, 1628, 1286, 1678]
truck-cab bbox=[1270, 1936, 1294, 1976]
ad-text: 1BHK with attached bathroom and kitchen infront of Big Bazaar Patia Rent- 5500/-. Contact: 9438386613, 7381066613. bbox=[940, 548, 1121, 609]
ad-text: Agarwal Packers & Movers (DRS Group). For relocations- 9937838210, 06743255433, Jharsuguda- 9337231044. bbox=[1130, 2110, 1306, 2171]
ad-text: 3 rooms for office 1181, Bomikhal. Rs.7500+. Contact: 9437181633. bbox=[1130, 217, 1306, 263]
ad-text: Ayur herbal full body massage therapy ladies/ gents. Kalpana-8908181916. bbox=[1315, 986, 1487, 1032]
ad-text: 2 BHK duplex ground floor rent @ Bomikhal, Ratna Village for residence purpose @ 9000/- negotiable. Contact: 8895211823. bbox=[940, 1883, 1121, 1944]
ad-text: 2009 model Indica DLE in good running condition. Contact: 9937272020. bbox=[8, 1672, 182, 1717]
ad-text: 10BHK new bungalow near Infocity for office/ guest house. 9777866627, 9437299777. bbox=[1130, 90, 1306, 144]
ad-text: Ready flats at Chandrasekharpur mainroad side and duplex at Khandagiri. Contact: 8763295445, Brokers excuse. bbox=[190, 1924, 368, 1985]
house-image bbox=[781, 564, 905, 650]
ad-text: Immediate sale. Eight (08) office tables, various sizes, One (01) Reception table, One VSAT (HUGES) with all accessories. Suitable for Educational Institutes/ Banks/ offices. Contact: 7778807399 immediately. bbox=[750, 144, 930, 266]
ad-text: Immediate ରେ ତୋଲାପାଡ଼ାରେ ଭିତିବାଇ plot Mancheswar Railway Station ନିକଟରେ ବିକ୍ରି । 9937110932. bbox=[562, 1230, 740, 1291]
ad-text: Plots, simplex, duplex, apartment Patrapada, Hanspal, Raghunathpur, Sundarpada, Pasaiati, Nandankanan, Retanga, 9439971503. bbox=[376, 1029, 554, 1105]
ad-text: 4BR house at Sahid Nagar available for office guest house, residential purpose. Contact: 9437235346, 9040788215. bbox=[1130, 765, 1306, 826]
ad-text: Ayurvedic herbal full body massage with new lady therapist. 7787969345. bbox=[1315, 1640, 1487, 1686]
ad-text: Hot plot for sale at Kateni first possession then registration adjacent to Cuttack- Bhubaneswar bypass road, near ASBM college. Contact: 9337221234, (No broker). bbox=[190, 1992, 368, 2108]
ad-text: ଭୁବନେଶ୍ୱରଠାରୁ ପରିଟା ରୋଡ଼ରେ ୧.୫km ୫୦୦ ବର୍ଗଫୁଟ ୩,୪୫,୦୦୦/- ରେ ମିଳୁଛି । 9937747078. bbox=[376, 1827, 554, 1873]
ad-text: Wanted 300 sqft. ground floor for a automatic dry cleaning outlet in Nayapalli and Sahid Nagar on longterm basis. Residential area preferred. Contact: 9437998700. bbox=[750, 1696, 930, 1772]
ad-text: Each floor 1600 sqfeet office space at Jayadev Vihar, Bhubaneswar, facing to 200ft. Bijju Pattanaik College road available on rent for Office, Bank, Clinic. Contact: 9937951750, 7873458195, 9438619928. bbox=[940, 1230, 1121, 1337]
column-rule bbox=[1125, 1176, 1126, 2326]
section-title-band bbox=[0, 0, 520, 49]
ad-text: Agarwal Packers & Movers Ltd. - No.1 in Relocation. For tension free shifting call Bhubaneswar- 9337023064, 6001500. Rourkela- 9337182501. bbox=[1130, 2028, 1306, 2104]
ad-text: 4BHK for office purpose ground floor, IRC Village. 9437015191. bbox=[1130, 1328, 1306, 1358]
ad-text: Wanted qualified bride for Oriya Brahmin boy 33/ 5'10", B.Tech & MC, working with a large MNC, family of Bhubaneswar. Earning more than 20 lakhs. For marriage contact: 0674-2393352. bbox=[190, 360, 368, 452]
ad-text: Tata ACE Magic (OR06H8122), 9/2010 purchase, immediate sale. Contact: 9777159443. bbox=[8, 1298, 182, 1367]
